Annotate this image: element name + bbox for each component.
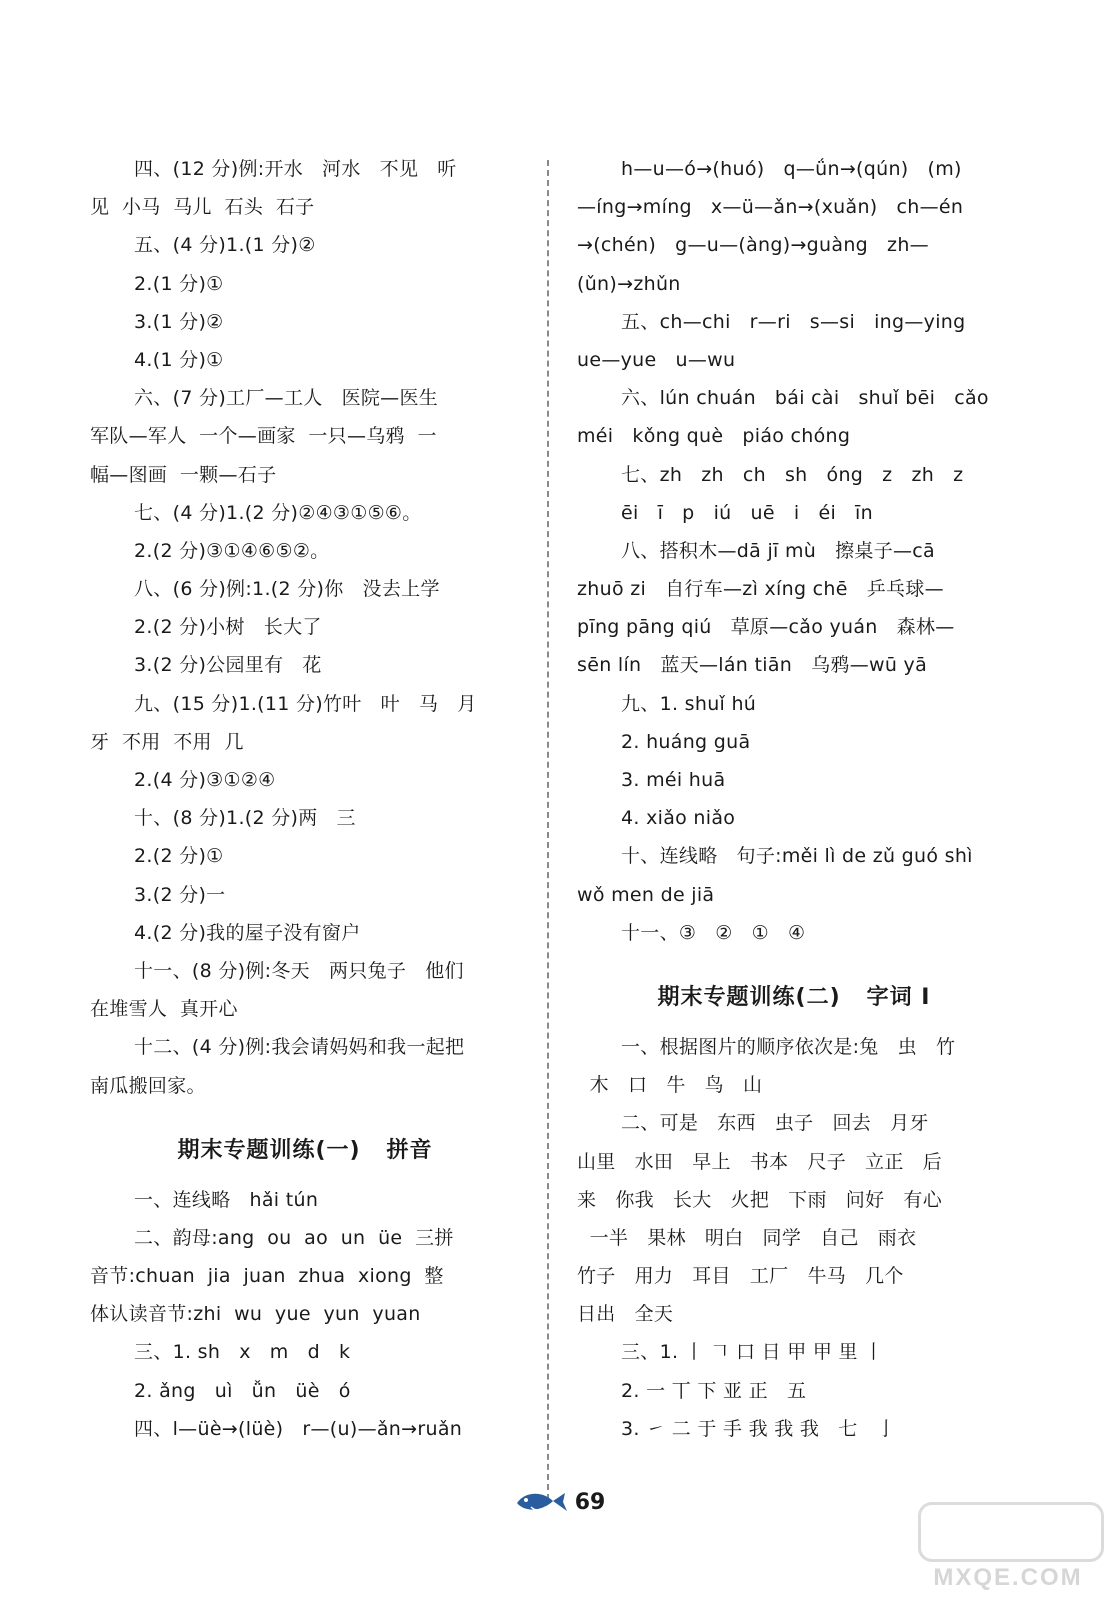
answer-line: 四、l—üè→(lüè) r—(u)—ǎn→ruǎn: [134, 1417, 463, 1440]
answer-line: 五、ch—chi r—ri s—si ing—ying: [621, 310, 966, 333]
answer-line: 四、(12 分)例:开水 河水 不见 听: [134, 158, 457, 180]
answer-line: 六、(7 分)工厂—工人 医院—医生: [134, 387, 439, 410]
answer-line: sēn lín 蓝天—lán tiān 乌鸦—wū yā: [577, 654, 928, 677]
answer-line: 音节:chuan jia juan zhua xiong 整: [90, 1265, 444, 1288]
answer-line: 2. 一 丅 下 亚 正 五: [621, 1379, 807, 1402]
answer-line: 2. ǎng uì ǚn üè ó: [134, 1379, 351, 1402]
answer-line: 三、1. 丨 𠃍 口 日 甲 甲 里 丨: [621, 1341, 884, 1364]
answer-line: 八、搭积木—dā jī mù 擦桌子—cā: [621, 539, 935, 562]
answer-line: 3.(2 分)一: [134, 883, 226, 906]
answer-line: 见 小马 马儿 石头 石子: [90, 196, 315, 219]
answer-line: 2.(2 分)①: [134, 845, 224, 868]
answer-line: 木 口 牛 鸟 山: [577, 1074, 763, 1097]
answer-line: 十一、③ ② ① ④: [621, 921, 806, 944]
answer-line: 3. méi huā: [621, 769, 726, 791]
answer-line: 南瓜搬回家。: [90, 1074, 206, 1097]
answer-line: 日出 全天: [577, 1303, 674, 1326]
answer-line: 体认读音节:zhi wu yue yun yuan: [90, 1303, 421, 1326]
answer-line: 二、可是 东西 虫子 回去 月牙: [621, 1112, 929, 1135]
section-title: 期末专题训练(一) 拼音: [177, 1137, 433, 1163]
section-title: 期末专题训练(二) 字词 Ⅰ: [657, 984, 931, 1010]
answer-line: 3.(1 分)②: [134, 310, 224, 333]
answer-line: →(chén) g—u—(àng)→guàng zh—: [577, 234, 929, 257]
answer-line: 三、1. sh x m d k: [134, 1341, 351, 1364]
answer-line: 2.(1 分)①: [134, 272, 224, 295]
answer-line: 一、连线略 hǎi tún: [134, 1188, 319, 1211]
answer-line: 幅—图画 一颗—石子: [90, 463, 277, 486]
answer-line: 十、(8 分)1.(2 分)两 三: [134, 807, 356, 830]
answer-line: h—u—ó→(huó) q—ǘn→(qún) (m): [621, 158, 962, 180]
right-column: [577, 150, 1011, 1448]
left-column: [90, 150, 520, 1448]
answer-line: méi kǒng què piáo chóng: [577, 425, 851, 448]
answer-line: 六、lún chuán bái cài shuǐ bēi cǎo: [621, 387, 989, 410]
answer-line: 来 你我 长大 火把 下雨 问好 有心: [577, 1188, 943, 1211]
answer-line: wǒ men de jiā: [577, 883, 715, 906]
answer-line: zhuō zi 自行车—zì xíng chē 乒乓球—: [577, 578, 944, 601]
answer-line: 军队—军人 一个—画家 一只—乌鸦 一: [90, 425, 437, 448]
answer-line: pīng pāng qiú 草原—cǎo yuán 森林—: [577, 616, 955, 639]
answer-line: 八、(6 分)例:1.(2 分)你 没去上学: [134, 578, 440, 601]
fish-logo-icon: [513, 1487, 569, 1517]
answer-line: 2.(2 分)小树 长大了: [134, 616, 322, 639]
answer-line: 一半 果林 明白 同学 自己 雨衣: [577, 1226, 917, 1249]
answer-line: 3. ㇀ 二 于 手 我 我 我 七 亅: [621, 1417, 896, 1440]
page-number: 69: [574, 1489, 606, 1515]
answer-line: 2. huáng guā: [621, 730, 751, 753]
answer-line: 七、(4 分)1.(2 分)②④③①⑤⑥。: [134, 501, 422, 524]
watermark-text: MXQE.COM: [933, 1564, 1083, 1591]
answer-line: 4. xiǎo niǎo: [621, 807, 736, 830]
watermark: [908, 1502, 1108, 1592]
answer-line: ue—yue u—wu: [577, 348, 736, 371]
answer-line: 牙 不用 不用 几: [90, 730, 244, 753]
answer-line: —íng→míng x—ü—ǎn→(xuǎn) ch—én: [577, 196, 964, 219]
section-gap: [90, 1105, 520, 1121]
answer-line: 十二、(4 分)例:我会请妈妈和我一起把: [134, 1036, 465, 1059]
answer-line: 七、zh zh ch sh óng z zh z: [621, 463, 964, 486]
answer-line: 山里 水田 早上 书本 尺子 立正 后: [577, 1150, 943, 1173]
answer-line: 在堆雪人 真开心: [90, 998, 238, 1021]
answer-line: 2.(4 分)③①②④: [134, 769, 276, 791]
answer-line: 2.(2 分)③①④⑥⑤②。: [134, 539, 330, 562]
answer-line: 九、(15 分)1.(11 分)竹叶 叶 马 月: [134, 692, 477, 715]
answer-line: 十、连线略 句子:měi lì de zǔ guó shì: [621, 845, 973, 868]
answer-line: (ǔn)→zhǔn: [577, 272, 681, 295]
answer-line: 九、1. shuǐ hú: [621, 692, 757, 715]
answer-line: 五、(4 分)1.(1 分)②: [134, 234, 316, 257]
column-divider: [547, 160, 549, 1500]
answer-line: 竹子 用力 耳目 工厂 牛马 几个: [577, 1265, 904, 1288]
answer-line: 一、根据图片的顺序依次是:兔 虫 竹: [621, 1035, 956, 1058]
answer-line: 十一、(8 分)例:冬天 两只兔子 他们: [134, 959, 464, 982]
answer-line: 4.(1 分)①: [134, 348, 224, 371]
answer-line: 二、韵母:ang ou ao un üe 三拼: [134, 1226, 454, 1249]
answer-line: ēi ī p iú uē i éi īn: [621, 501, 873, 524]
section-gap: [577, 952, 1011, 968]
watermark-badge-icon: [918, 1502, 1104, 1562]
answer-line: 4.(2 分)我的屋子没有窗户: [134, 921, 361, 944]
answer-line: 3.(2 分)公园里有 花: [134, 654, 322, 677]
